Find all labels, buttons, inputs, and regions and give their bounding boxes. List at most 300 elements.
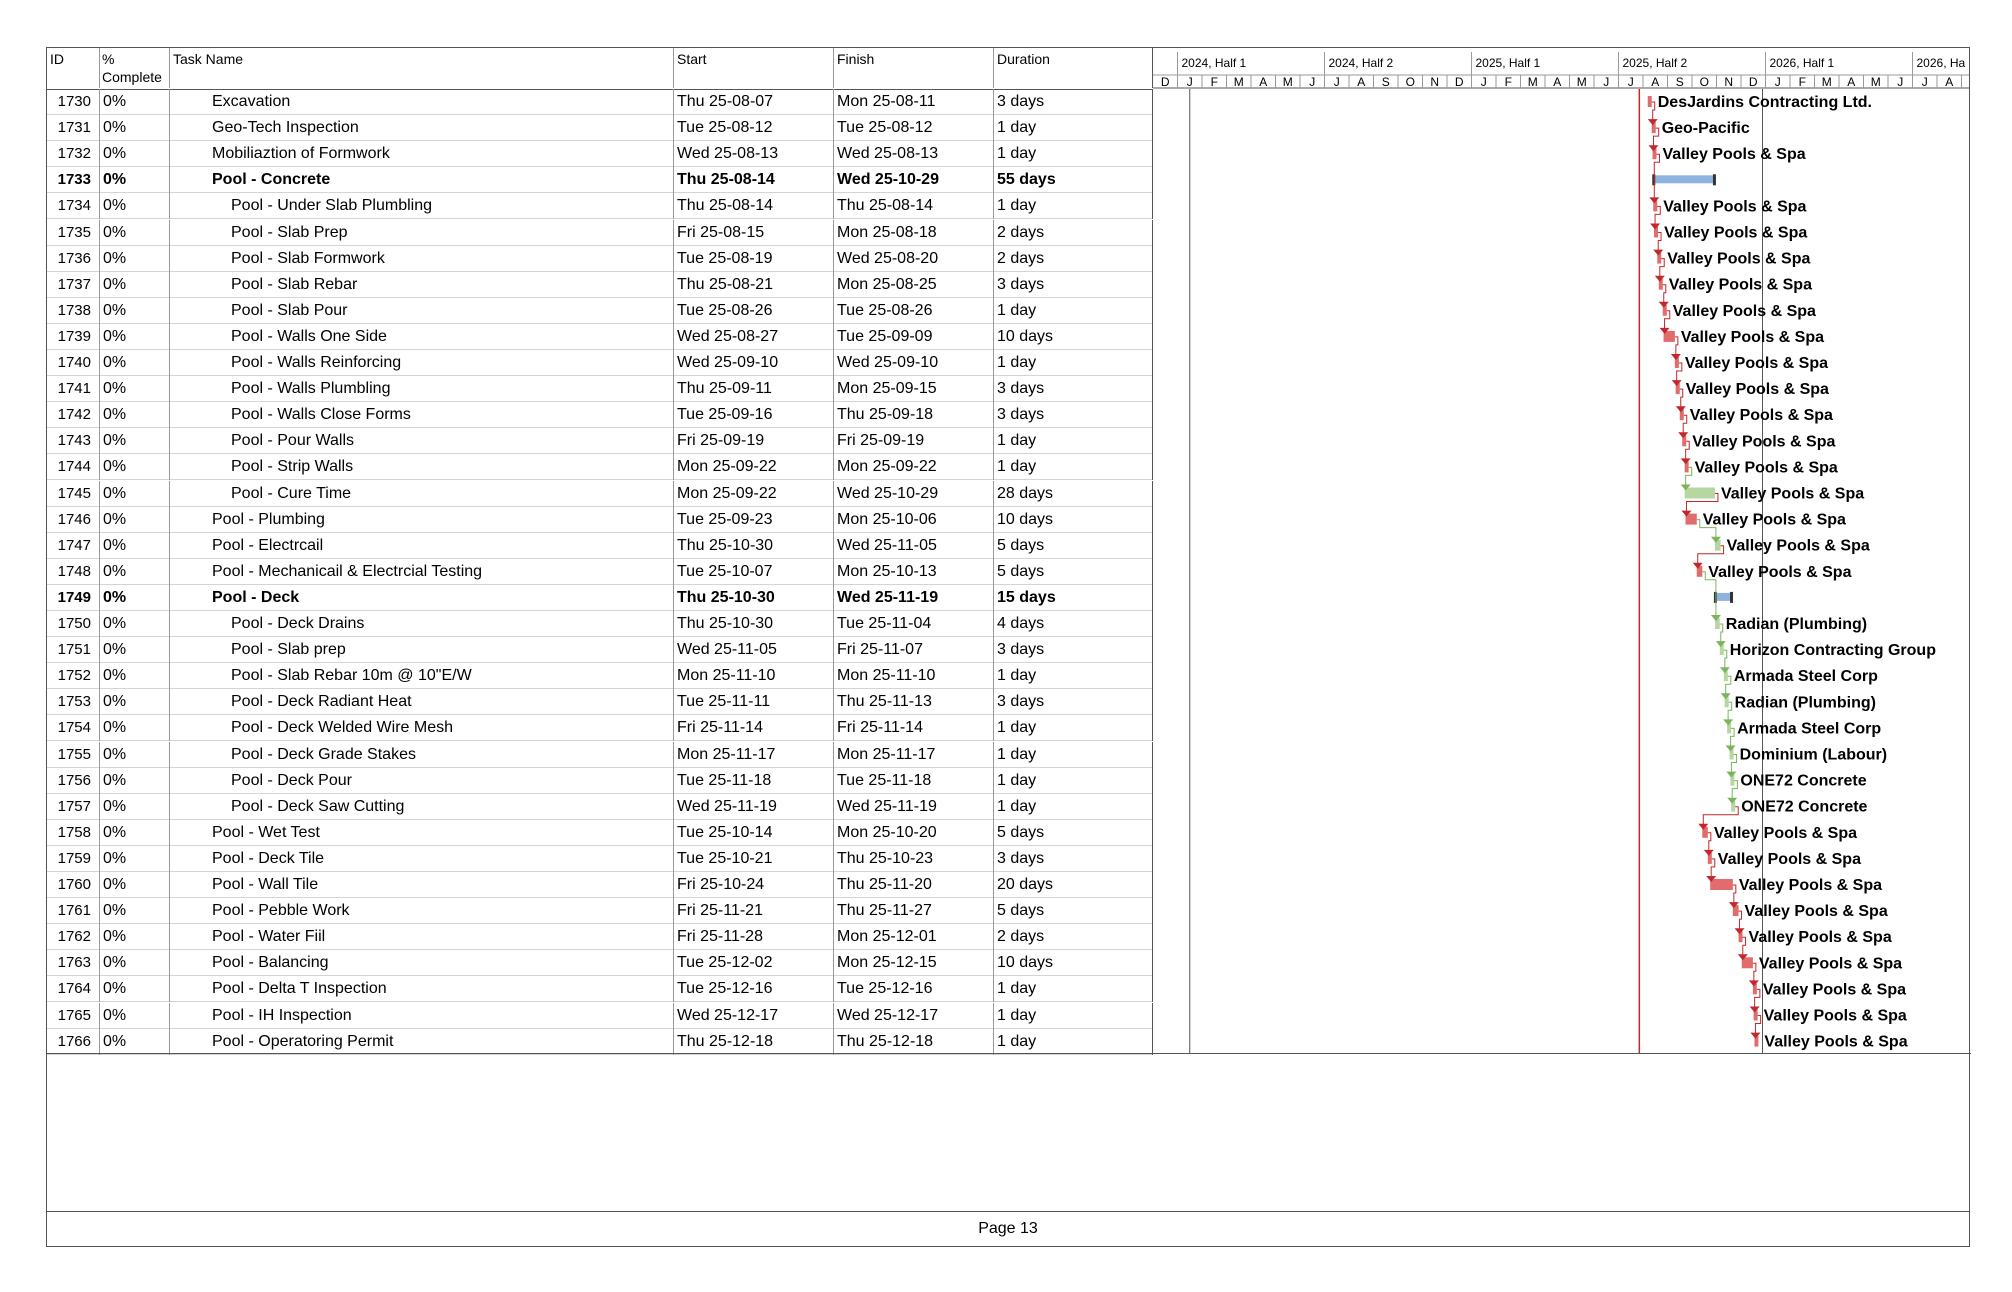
table-row[interactable] [47,376,1153,402]
task-duration: 1 day [994,715,1153,741]
task-start: Tue 25-12-16 [674,976,834,1002]
dependency-link [1720,624,1723,643]
resource-label: Radian (Plumbing) [1734,694,1876,712]
task-percent-complete: 0% [100,872,170,898]
timescale-month-label: O [1405,75,1415,89]
gantt-chart [1153,48,1969,1053]
task-start: Thu 25-09-11 [674,376,834,402]
task-start: Fri 25-08-15 [674,220,834,246]
dependency-arrowhead [1648,145,1658,151]
table-row[interactable] [47,898,1153,924]
task-duration: 1 day [994,298,1153,324]
dependency-arrowhead [1678,432,1688,438]
task-percent-complete: 0% [100,272,170,298]
resource-label: Valley Pools & Spa [1738,877,1883,894]
task-id: 1762 [47,924,100,950]
timescale-month-label: D [1454,75,1464,89]
task-finish: Mon 25-10-13 [834,559,994,585]
task-duration: 28 days [994,481,1153,507]
task-name: Pool - Under Slab Plumbling [170,193,674,219]
table-row[interactable] [47,402,1153,428]
task-name: Pool - Walls One Side [170,324,674,350]
summary-bar [1715,593,1732,601]
task-duration: 1 day [994,794,1153,820]
task-duration: 3 days [994,376,1153,402]
task-percent-complete: 0% [100,950,170,976]
dependency-arrowhead [1749,980,1759,986]
table-row[interactable] [47,689,1153,715]
task-start: Thu 25-12-18 [674,1029,834,1055]
gantt-svg [1153,48,1969,1053]
task-duration: 1 day [994,1003,1153,1029]
timescale-half-label: 2024, Half 2 [1328,56,1394,70]
task-finish: Wed 25-08-13 [834,141,994,167]
task-percent-complete: 0% [100,898,170,924]
task-finish: Tue 25-11-04 [834,611,994,637]
task-finish: Wed 25-11-19 [834,585,994,611]
task-duration: 2 days [994,246,1153,272]
timescale-month-label: M [1576,75,1587,89]
task-duration: 5 days [994,820,1153,846]
table-row[interactable] [47,846,1153,872]
dependency-arrowhead [1726,746,1736,752]
task-id: 1753 [47,689,100,715]
dependency-arrowhead [1721,693,1731,699]
dependency-arrowhead [1735,928,1745,934]
task-name: Mobiliaztion of Formwork [170,141,674,167]
dependency-arrowhead [1750,1007,1760,1013]
task-name: Pool - Slab Rebar 10m @ 10"E/W [170,663,674,689]
task-percent-complete: 0% [100,246,170,272]
dependency-arrowhead [1726,772,1736,778]
timescale-month-label: O [1699,75,1709,89]
task-name: Pool - Concrete [170,167,674,193]
dependency-arrowhead [1676,406,1686,412]
task-name: Pool - Mechanicail & Electrcial Testing [170,559,674,585]
task-id: 1758 [47,820,100,846]
task-percent-complete: 0% [100,454,170,480]
timescale-month-label: M [1870,75,1881,89]
timescale-month-label: A [1945,75,1954,89]
resource-label: Valley Pools & Spa [1694,459,1838,477]
task-bar [1648,96,1652,107]
table-row[interactable] [47,428,1153,454]
task-start: Tue 25-08-12 [674,115,834,141]
task-duration: 20 days [994,872,1153,898]
task-duration: 1 day [994,976,1153,1002]
task-percent-complete: 0% [100,715,170,741]
task-name: Pool - Deck Grade Stakes [170,742,674,768]
task-start: Thu 25-10-30 [674,611,834,637]
task-id: 1745 [47,481,100,507]
table-row[interactable] [47,950,1153,976]
task-duration: 2 days [994,924,1153,950]
task-name: Pool - Operatoring Permit [170,1029,674,1055]
task-finish: Thu 25-11-27 [834,898,994,924]
task-finish: Thu 25-11-13 [834,689,994,715]
table-row[interactable] [47,924,1153,950]
task-name: Pool - Deck Radiant Heat [170,689,674,715]
task-id: 1750 [47,611,100,637]
task-finish: Tue 25-08-26 [834,298,994,324]
task-duration: 1 day [994,1029,1153,1055]
task-finish: Thu 25-10-23 [834,846,994,872]
task-id: 1757 [47,794,100,820]
task-start: Fri 25-09-19 [674,428,834,454]
task-name: Pool - Plumbing [170,507,674,533]
timescale-month-label: M [1821,75,1832,89]
dependency-link [1675,337,1678,356]
task-percent-complete: 0% [100,193,170,219]
task-percent-complete: 0% [100,402,170,428]
table-row[interactable] [47,872,1153,898]
task-percent-complete: 0% [100,167,170,193]
dependency-link [1658,233,1661,252]
timescale-month-label: J [1480,75,1487,89]
dependency-arrowhead [1650,224,1660,230]
task-start: Fri 25-10-24 [674,872,834,898]
resource-label: Valley Pools & Spa [1708,563,1852,581]
dependency-arrowhead [1716,641,1726,647]
task-id: 1742 [47,402,100,428]
task-finish: Thu 25-11-20 [834,872,994,898]
task-duration: 5 days [994,898,1153,924]
task-name: Pool - Deck Welded Wire Mesh [170,715,674,741]
table-row[interactable] [47,454,1153,480]
table-row[interactable] [47,193,1153,219]
timescale-month-label: S [1675,75,1684,89]
task-duration: 1 day [994,454,1153,480]
timescale-month-label: J [1774,75,1781,89]
dependency-link [1708,833,1711,852]
timescale-month-label: J [1897,75,1904,89]
task-finish: Mon 25-12-01 [834,924,994,950]
timescale-month-label: A [1651,75,1660,89]
timescale-month-label: J [1309,75,1316,89]
task-percent-complete: 0% [100,794,170,820]
task-name: Pool - IH Inspection [170,1003,674,1029]
table-header [47,48,1153,90]
col-start-header[interactable] [674,48,834,88]
table-row[interactable] [47,246,1153,272]
task-start: Thu 25-08-07 [674,89,834,115]
timescale-month-label: F [1210,75,1218,89]
table-row[interactable] [47,481,1153,507]
table-row[interactable] [47,976,1153,1002]
task-finish: Fri 25-11-07 [834,637,994,663]
table-row[interactable] [47,559,1153,585]
task-percent-complete: 0% [100,559,170,585]
task-start: Thu 25-10-30 [674,533,834,559]
task-percent-complete: 0% [100,585,170,611]
timescale-month-label: A [1357,75,1366,89]
task-finish: Mon 25-08-25 [834,272,994,298]
task-id: 1740 [47,350,100,376]
resource-label: Armada Steel Corp [1733,668,1878,686]
dependency-arrowhead [1681,458,1691,464]
table-row[interactable] [47,742,1153,768]
dependency-arrowhead [1655,276,1665,282]
task-finish: Mon 25-10-20 [834,820,994,846]
task-finish: Wed 25-11-19 [834,794,994,820]
table-row[interactable] [47,298,1153,324]
timescale-month-label: D [1748,75,1758,89]
task-percent-complete: 0% [100,1029,170,1055]
resource-label: Valley Pools & Spa [1713,824,1858,842]
table-row[interactable] [47,611,1153,637]
task-id: 1732 [47,141,100,167]
task-name: Pool - Cure Time [170,481,674,507]
page-frame [46,47,1970,1247]
task-id: 1735 [47,220,100,246]
col-duration-label: Duration [997,51,1050,67]
resource-label: DesJardins Contracting Ltd. [1657,94,1872,111]
timescale-half-label: 2025, Half 1 [1475,56,1541,70]
resource-label: Valley Pools & Spa [1663,198,1807,216]
resource-label: Valley Pools & Spa [1680,328,1825,346]
task-duration: 1 day [994,428,1153,454]
table-row[interactable] [47,794,1153,820]
table-row[interactable] [47,89,1153,115]
dependency-link [1663,285,1666,304]
task-id: 1766 [47,1029,100,1055]
task-duration: 1 day [994,193,1153,219]
task-duration: 3 days [994,689,1153,715]
table-row[interactable] [47,663,1153,689]
task-id: 1743 [47,428,100,454]
dependency-link [1680,389,1683,408]
timescale-half-label: 2024, Half 1 [1181,56,1247,70]
task-id: 1756 [47,768,100,794]
page-number: Page 13 [978,1220,1038,1237]
resource-label: Valley Pools & Spa [1689,407,1833,425]
task-name: Pool - Walls Close Forms [170,402,674,428]
col-start-label: Start [677,51,707,67]
dependency-arrowhead [1727,798,1737,804]
task-id: 1764 [47,976,100,1002]
dependency-link [1739,911,1742,930]
task-percent-complete: 0% [100,820,170,846]
task-name: Pool - Wet Test [170,820,674,846]
table-row[interactable] [47,585,1153,611]
resource-label: Valley Pools & Spa [1764,1033,1908,1051]
task-percent-complete: 0% [100,89,170,115]
task-duration: 1 day [994,141,1153,167]
task-start: Tue 25-09-23 [674,507,834,533]
resource-label: Radian (Plumbing) [1725,616,1868,633]
col-finish-label: Finish [837,51,875,67]
task-start: Thu 25-08-21 [674,272,834,298]
col-name-label: Task Name [173,51,244,67]
timescale-month-label: J [1627,75,1634,89]
task-start: Wed 25-11-19 [674,794,834,820]
table-row[interactable] [47,507,1153,533]
task-start: Fri 25-11-28 [674,924,834,950]
resource-label: Valley Pools & Spa [1758,955,1903,973]
task-duration: 5 days [994,559,1153,585]
task-name: Pool - Slab Pour [170,298,674,324]
timescale-month-label: J [1603,75,1610,89]
task-id: 1755 [47,742,100,768]
resource-label: Valley Pools & Spa [1668,276,1812,294]
task-start: Mon 25-11-10 [674,663,834,689]
task-finish: Mon 25-12-15 [834,950,994,976]
table-row[interactable] [47,220,1153,246]
task-percent-complete: 0% [100,1003,170,1029]
dependency-arrowhead [1649,197,1659,203]
resource-label: Dominium (Labour) [1739,746,1888,764]
task-name: Pool - Slab prep [170,637,674,663]
task-id: 1746 [47,507,100,533]
task-percent-complete: 0% [100,663,170,689]
task-duration: 1 day [994,742,1153,768]
task-duration: 3 days [994,402,1153,428]
resource-label: Valley Pools & Spa [1672,302,1816,320]
task-name: Pool - Balancing [170,950,674,976]
task-duration: 15 days [994,585,1153,611]
task-name: Excavation [170,89,674,115]
task-id: 1763 [47,950,100,976]
resource-label: ONE72 Concrete [1740,772,1867,790]
table-row[interactable] [47,768,1153,794]
task-finish: Wed 25-08-20 [834,246,994,272]
col-duration-header[interactable] [994,48,1153,88]
task-start: Wed 25-08-27 [674,324,834,350]
table-row[interactable] [47,637,1153,663]
timescale-month-label: M [1233,75,1244,89]
task-finish: Wed 25-10-29 [834,481,994,507]
dependency-link [1733,885,1736,904]
task-percent-complete: 0% [100,507,170,533]
task-finish: Fri 25-09-19 [834,428,994,454]
task-start: Wed 25-08-13 [674,141,834,167]
dependency-arrowhead [1723,719,1733,725]
timescale-month-label: N [1430,75,1440,89]
task-name: Pool - Water Fiil [170,924,674,950]
task-id: 1748 [47,559,100,585]
task-id: 1741 [47,376,100,402]
task-name: Pool - Walls Reinforcing [170,350,674,376]
task-id: 1737 [47,272,100,298]
task-name: Geo-Tech Inspection [170,115,674,141]
timescale-month-label: M [1527,75,1538,89]
task-start: Tue 25-10-14 [674,820,834,846]
timescale-month-label: F [1504,75,1512,89]
table-row[interactable] [47,167,1153,193]
resource-label: Valley Pools & Spa [1692,433,1836,451]
col-finish-header[interactable] [834,48,994,88]
table-row[interactable] [47,820,1153,846]
task-start: Thu 25-08-14 [674,167,834,193]
task-start: Mon 25-09-22 [674,481,834,507]
task-start: Mon 25-11-17 [674,742,834,768]
timescale-month-label: N [1724,75,1734,89]
task-start: Mon 25-09-22 [674,454,834,480]
task-finish: Fri 25-11-14 [834,715,994,741]
task-duration: 10 days [994,324,1153,350]
task-duration: 5 days [994,533,1153,559]
summary-cap-right [1730,592,1733,603]
timescale-month-label: J [1186,75,1193,89]
table-row[interactable] [47,1003,1153,1029]
resource-label: ONE72 Concrete [1741,798,1868,816]
timescale-month-label: A [1259,75,1268,89]
table-row[interactable] [47,715,1153,741]
dependency-arrowhead [1653,250,1663,256]
task-id: 1744 [47,454,100,480]
resource-label: Valley Pools & Spa [1664,224,1808,242]
col-pct-header[interactable] [100,48,170,88]
col-name-header[interactable] [170,48,674,88]
task-finish: Thu 25-08-14 [834,193,994,219]
resource-label: Valley Pools & Spa [1702,511,1846,529]
task-id: 1749 [47,585,100,611]
table-row[interactable] [47,141,1153,167]
task-finish: Wed 25-11-05 [834,533,994,559]
task-id: 1736 [47,246,100,272]
resource-label: Valley Pools & Spa [1720,485,1865,503]
table-row[interactable] [47,272,1153,298]
task-finish: Wed 25-10-29 [834,167,994,193]
dependency-arrowhead [1671,354,1681,360]
task-start: Thu 25-10-30 [674,585,834,611]
resource-label: Valley Pools & Spa [1726,537,1870,555]
task-id: 1760 [47,872,100,898]
task-percent-complete: 0% [100,298,170,324]
table-row[interactable] [47,533,1153,559]
col-pct-label-2: Complete [102,69,162,85]
task-table [47,48,1153,1053]
summary-bar [1653,175,1715,183]
task-percent-complete: 0% [100,976,170,1002]
task-start: Wed 25-11-05 [674,637,834,663]
task-name: Pool - Slab Rebar [170,272,674,298]
task-name: Pool - Pebble Work [170,898,674,924]
dependency-arrowhead [1720,667,1730,673]
task-duration: 3 days [994,272,1153,298]
task-start: Fri 25-11-21 [674,898,834,924]
table-row[interactable] [47,115,1153,141]
table-row[interactable] [47,350,1153,376]
task-name: Pool - Deck [170,585,674,611]
col-id-header[interactable] [47,48,100,88]
task-finish: Mon 25-08-11 [834,89,994,115]
table-row[interactable] [47,324,1153,350]
task-start: Tue 25-11-18 [674,768,834,794]
timescale-half-label: 2026, Ha [1916,56,1966,70]
task-percent-complete: 0% [100,742,170,768]
resource-label: Horizon Contracting Group [1729,642,1936,660]
task-percent-complete: 0% [100,376,170,402]
table-row[interactable] [47,1029,1153,1055]
summary-cap-right [1713,174,1716,185]
task-id: 1751 [47,637,100,663]
task-finish: Mon 25-08-18 [834,220,994,246]
task-percent-complete: 0% [100,768,170,794]
table-bottom-border [47,1053,1971,1054]
task-finish: Tue 25-11-18 [834,768,994,794]
task-name: Pool - Deck Tile [170,846,674,872]
task-finish: Mon 25-09-15 [834,376,994,402]
task-duration: 55 days [994,167,1153,193]
task-duration: 10 days [994,950,1153,976]
timescale-month-label: S [1381,75,1390,89]
dependency-link [1652,102,1655,121]
task-name: Pool - Electrcail [170,533,674,559]
task-finish: Wed 25-12-17 [834,1003,994,1029]
task-name: Pool - Slab Formwork [170,246,674,272]
task-id: 1759 [47,846,100,872]
